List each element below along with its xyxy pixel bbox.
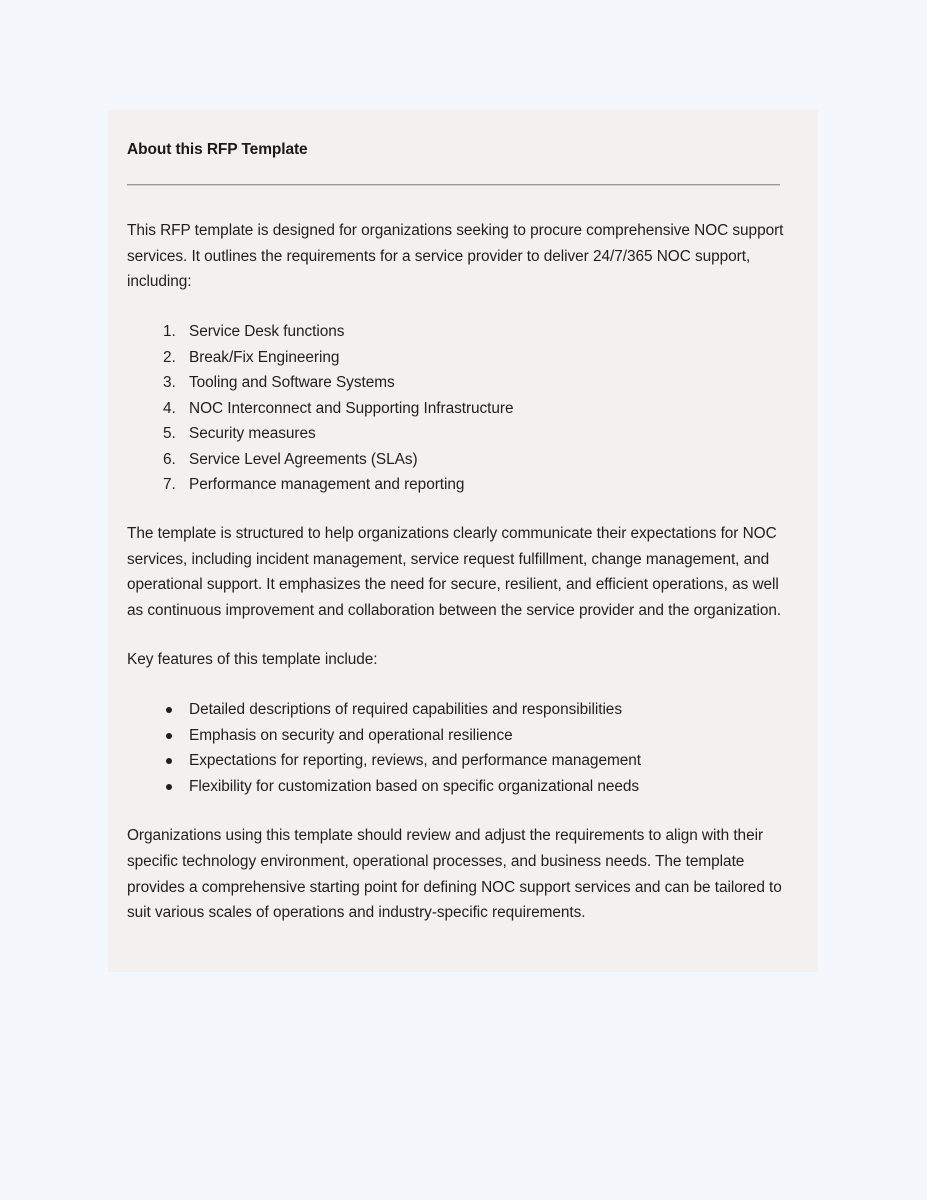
list-item: Emphasis on security and operational resilience	[127, 723, 790, 749]
list-item: Break/Fix Engineering	[189, 348, 340, 366]
key-features-bullet-list	[127, 697, 790, 799]
list-item: Service Level Agreements (SLAs)	[189, 450, 418, 468]
list-item: Tooling and Software Systems	[189, 374, 395, 392]
list-item: Expectations for reporting, reviews, and performance management	[127, 748, 790, 774]
list-item: Flexibility for customization based on specific organizational needs	[127, 774, 790, 800]
key-features-heading: Key features of this template include:	[127, 651, 378, 669]
card-content	[127, 140, 790, 926]
intro-paragraph: This RFP template is designed for organizations seeking to procure comprehensive NOC support services. It outlines the requirements for a service provider to deliver 24/7/365 NOC support, including:	[127, 222, 784, 291]
list-item: NOC Interconnect and Supporting Infrastructure	[189, 399, 514, 417]
structure-paragraph: The template is structured to help organizations clearly communicate their expectations for NOC services, including incident management, service request fulfillment, change management, and operational support. It emphasizes the need for secure, resilient, and efficient operations, as well as continuous improvement and collaboration between the service provider and the organization.	[127, 525, 782, 619]
list-item: Security measures	[189, 425, 316, 443]
about-rfp-template-card	[108, 110, 818, 972]
scope-numbered-list	[127, 319, 790, 498]
title-divider	[127, 184, 780, 186]
list-item: Performance management and reporting	[189, 476, 465, 494]
list-item: Detailed descriptions of required capabilities and responsibilities	[127, 697, 790, 723]
closing-paragraph: Organizations using this template should review and adjust the requirements to align with their specific technology environment, operational processes, and business needs. The template provides a comprehensive starting point for defining NOC support services and can be tailored to suit various scales of operations and industry-specific requirements.	[127, 827, 782, 922]
list-item: Service Desk functions	[189, 322, 345, 340]
page-title: About this RFP Template	[127, 141, 308, 158]
